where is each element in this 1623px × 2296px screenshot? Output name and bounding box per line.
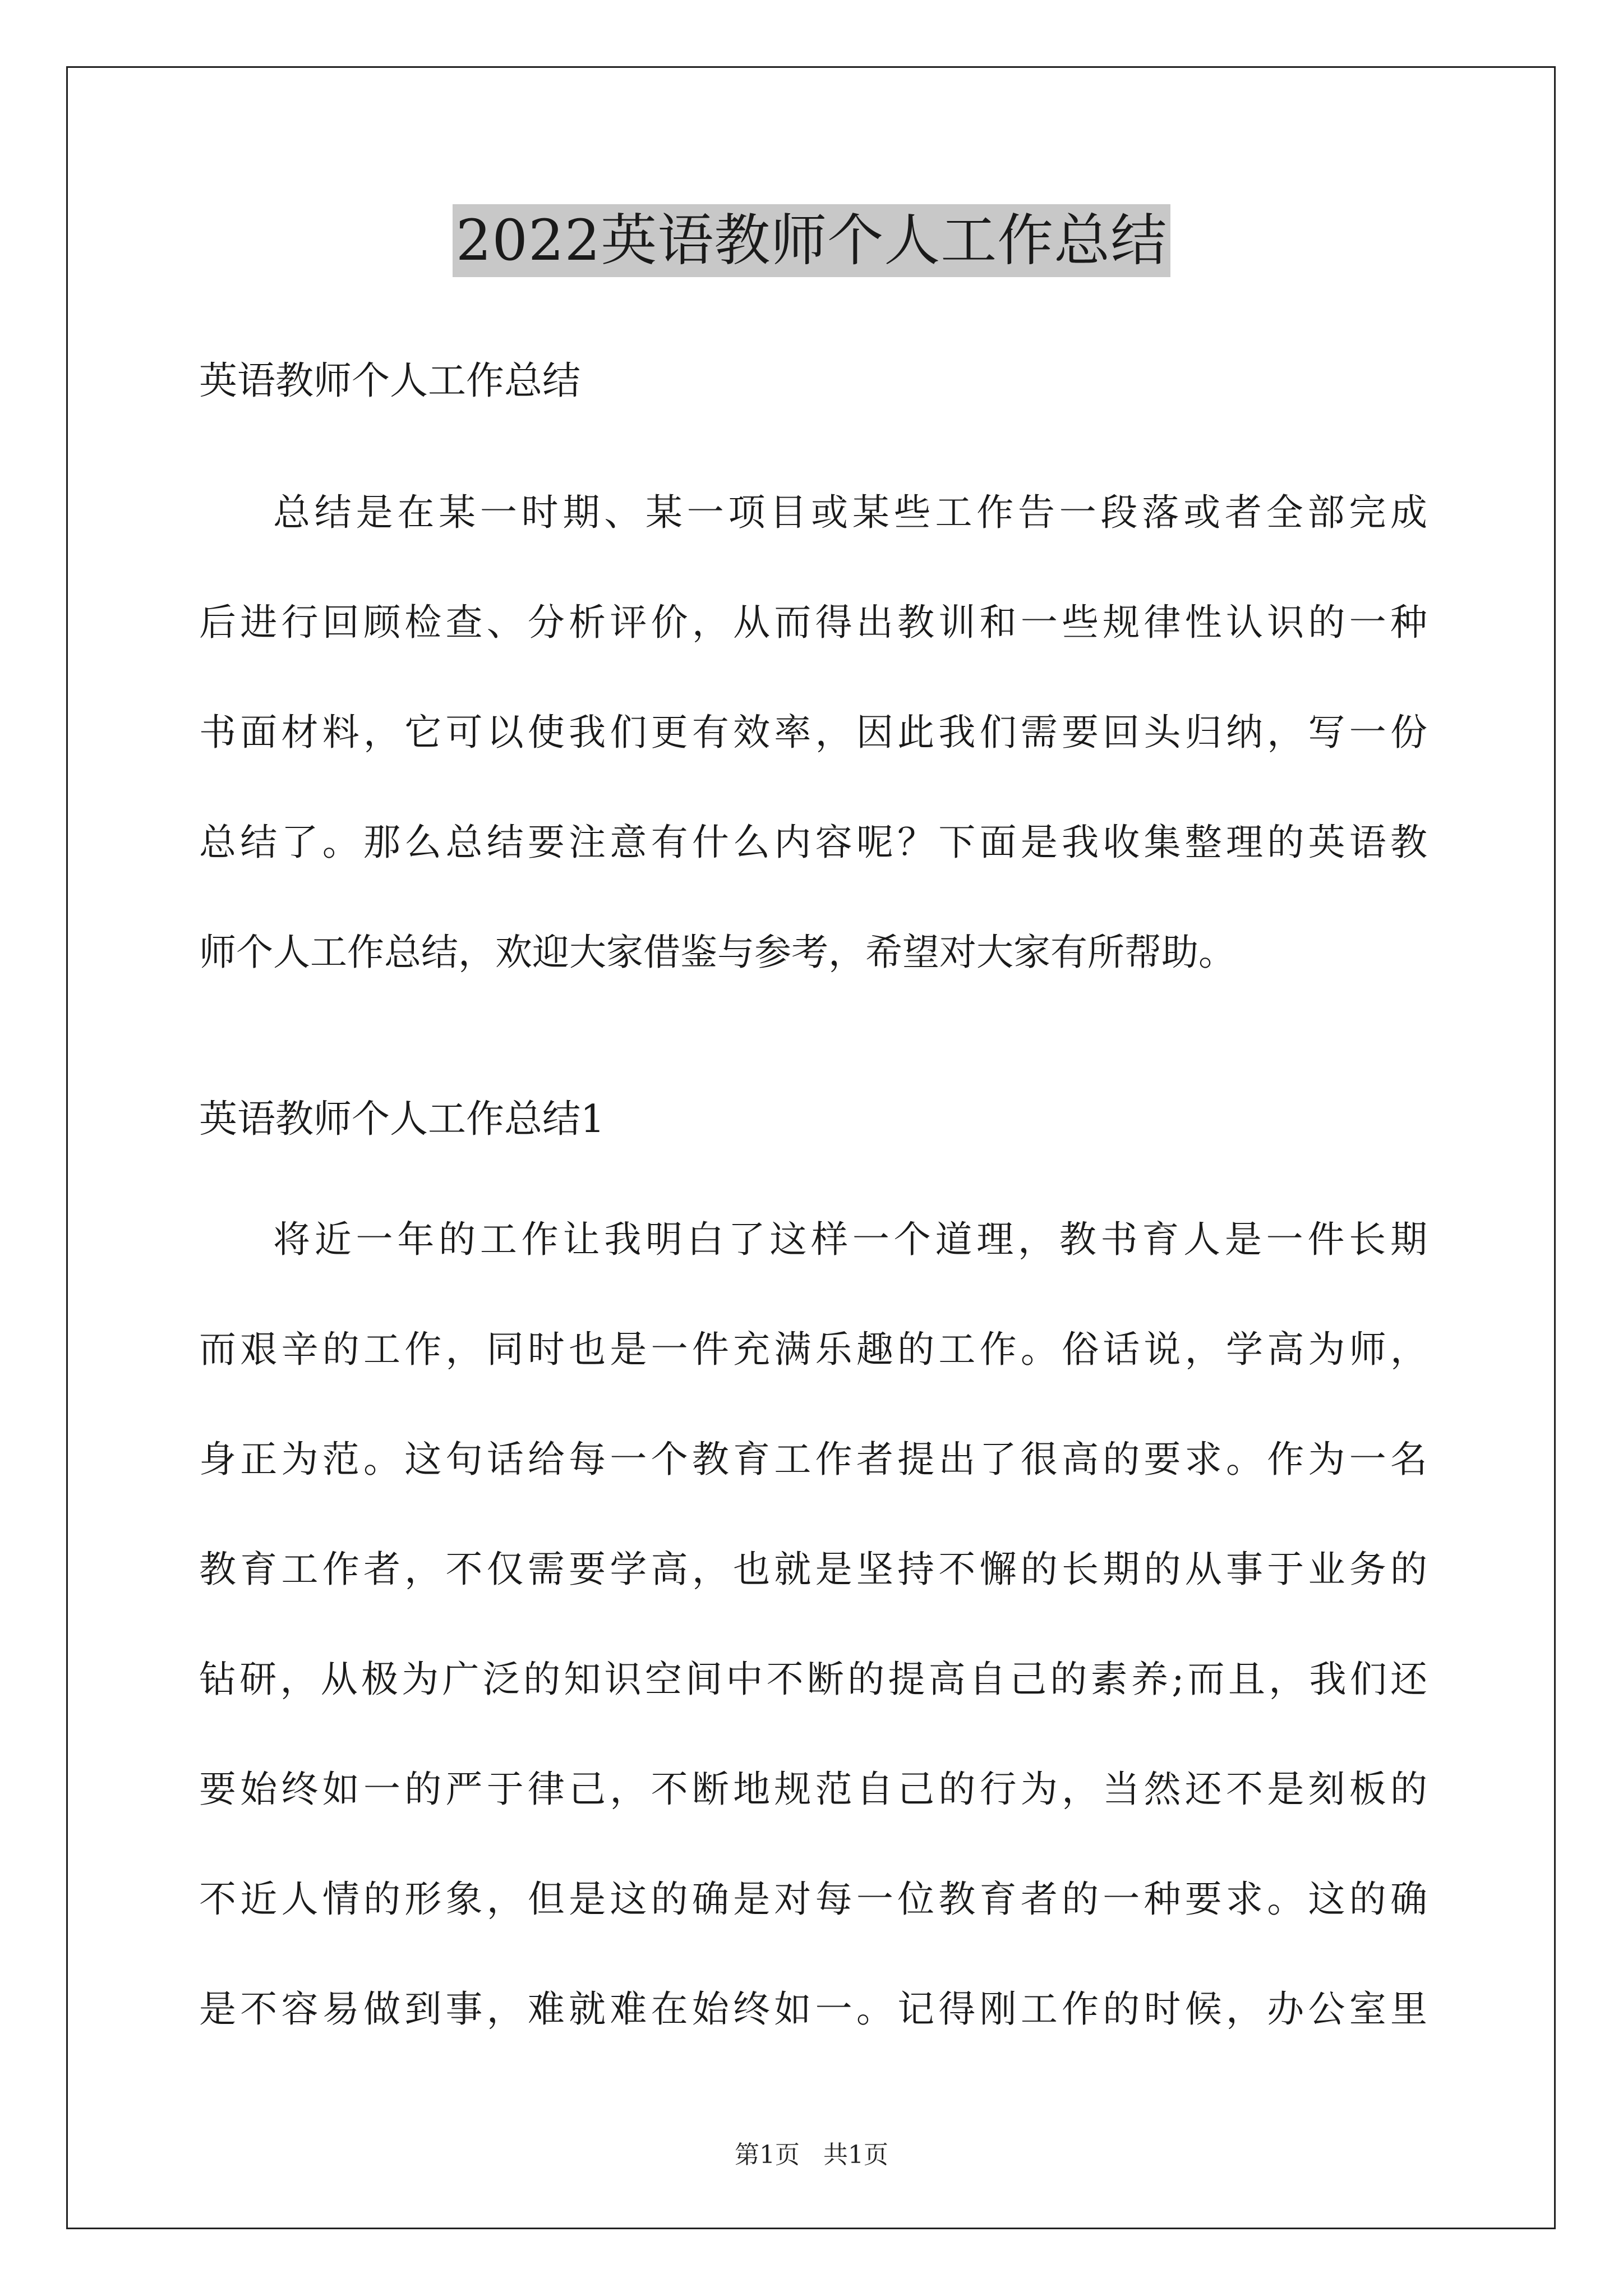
document-title: 2022英语教师个人工作总结 [453,204,1171,277]
section1-paragraph [199,1185,1427,2064]
page-footer [0,2138,1623,2172]
intro-line: 总结是在某一时期、某一项目或某些工作告一段落或者全部完成 [273,491,1427,534]
page-number: 第1页 [735,2141,800,2169]
section1-line: 而艰辛的工作，同时也是一件充满乐趣的工作。俗话说，学高为师， [199,1328,1427,1371]
section1-heading: 英语教师个人工作总结1 [199,1097,605,1142]
section1-line: 要始终如一的严于律己，不断地规范自己的行为，当然还不是刻板的 [199,1768,1427,1811]
intro-line: 师个人工作总结，欢迎大家借鉴与参考，希望对大家有所帮助。 [199,931,1235,974]
section1-line: 不近人情的形象，但是这的确是对每一位教育者的一种要求。这的确 [199,1878,1427,1921]
page-total: 共1页 [823,2141,888,2169]
section1-line: 将近一年的工作让我明白了这样一个道理，教书育人是一件长期 [273,1218,1427,1261]
intro-heading: 英语教师个人工作总结 [199,359,581,403]
section1-line: 是不容易做到事，难就难在始终如一。记得刚工作的时候，办公室里 [199,1987,1427,2031]
intro-line: 后进行回顾检查、分析评价，从而得出教训和一些规律性认识的一种 [199,601,1427,644]
title-container [0,204,1623,277]
intro-paragraph [199,458,1427,1007]
section1-line: 身正为范。这句话给每一个教育工作者提出了很高的要求。作为一名 [199,1438,1427,1481]
intro-line: 书面材料，它可以使我们更有效率，因此我们需要回头归纳，写一份 [199,711,1427,754]
section1-line: 钻研，从极为广泛的知识空间中不断的提高自己的素养;而且，我们还 [199,1658,1427,1701]
section1-line: 教育工作者，不仅需要学高，也就是坚持不懈的长期的从事于业务的 [199,1548,1427,1591]
intro-line: 总结了。那么总结要注意有什么内容呢？下面是我收集整理的英语教 [199,821,1427,864]
document-body [199,348,1427,2064]
